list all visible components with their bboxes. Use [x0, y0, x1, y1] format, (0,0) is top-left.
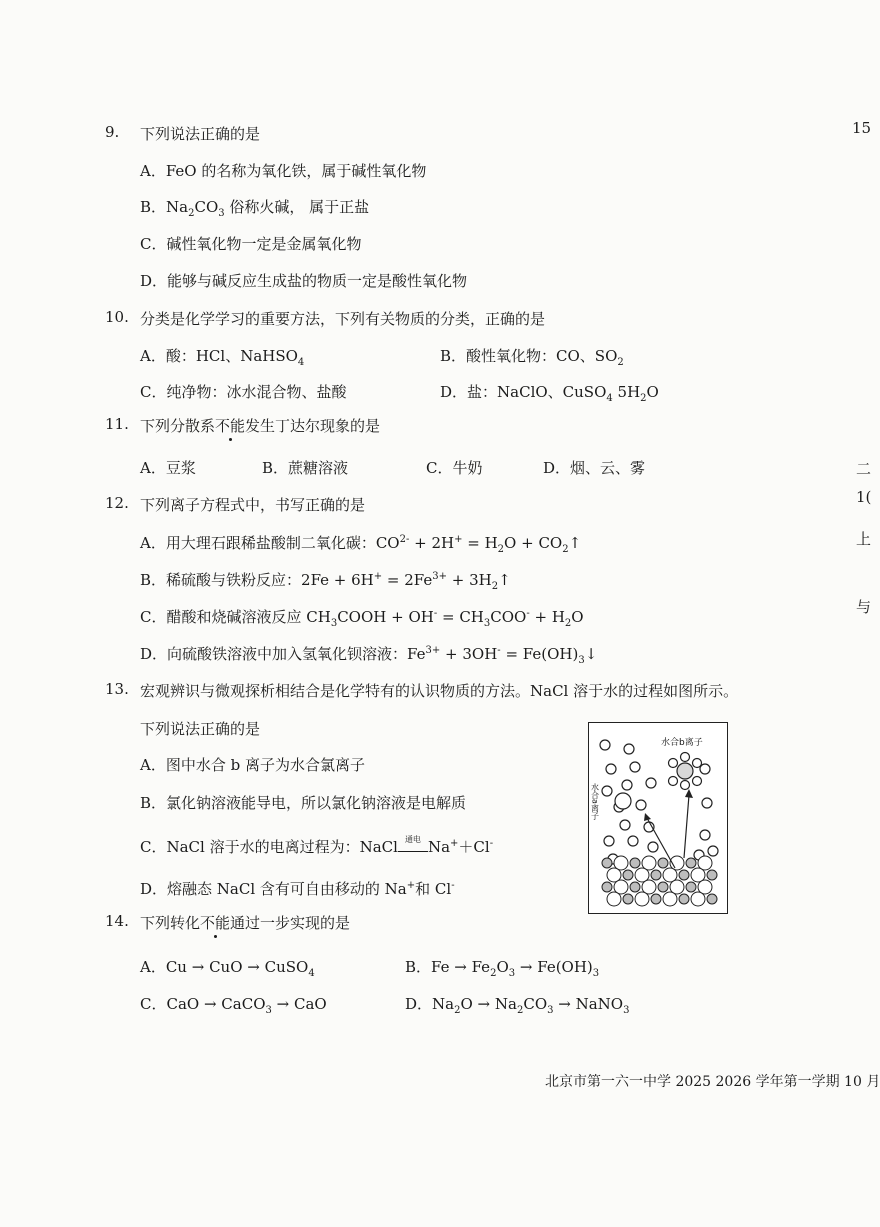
crystal-ion — [707, 894, 717, 904]
crystal-ion — [630, 882, 640, 892]
option-a: A．图中水合 b 离子为水合氯离子 — [140, 756, 365, 774]
question-stem: 宏观辨识与微观探析相结合是化学特有的认识物质的方法。NaCl 溶于水的过程如图所示。 — [140, 682, 739, 700]
water-molecule — [624, 744, 634, 754]
crystal-ion — [602, 858, 612, 868]
crystal-ion — [635, 892, 649, 906]
water-molecule — [646, 778, 656, 788]
water-molecule — [700, 764, 710, 774]
question-stem-2: 下列说法正确的是 — [140, 720, 261, 738]
question-stem: 下列说法正确的是 — [140, 125, 261, 143]
crystal-ion — [686, 858, 696, 868]
option-a: A．FeO 的名称为氧化铁，属于碱性氧化物 — [140, 162, 427, 180]
water-molecule — [600, 740, 610, 750]
option-c: C．醋酸和烧碱溶液反应 $CH_3COOH + OH^- = CH_3COO^- + H_2O$ — [140, 608, 584, 629]
option-d: D．$Na_2O \to Na_2CO_3$ → NaNO$_3$ — [405, 995, 630, 1016]
margin-fragment-3: 上 — [856, 530, 872, 548]
water-molecule — [681, 753, 690, 762]
crystal-ion — [602, 882, 612, 892]
label-hydrated-b: 水合b离子 — [661, 738, 703, 748]
water-molecule — [648, 842, 658, 852]
nacl-dissolution-diagram — [589, 723, 727, 913]
question-stem: 分类是化学学习的重要方法，下列有关物质的分类，正确的是 — [140, 310, 546, 328]
water-molecule — [681, 781, 690, 790]
option-a: A．豆浆 — [140, 459, 196, 477]
option-c: C．碱性氧化物一定是金属氧化物 — [140, 235, 362, 253]
nacl-dissolution-figure — [588, 722, 728, 914]
option-a: A．用大理石跟稀盐酸制二氧化碳：$CO^{2-} + 2H^+ = H_2O$ + $CO_2↑$ — [140, 534, 582, 555]
hydrated-ion-b — [677, 763, 693, 779]
crystal-ion — [658, 858, 668, 868]
option-c: C．NaCl 溶于水的电离过程为：NaCl 通电 Na+＋Cl- — [140, 835, 494, 856]
water-molecule — [700, 830, 710, 840]
question-stem: 下列分散系不能发生丁达尔现象的是 — [140, 417, 381, 435]
water-molecule — [630, 762, 640, 772]
crystal-ion — [679, 870, 689, 880]
question-number: 14. — [105, 912, 129, 930]
water-molecule — [636, 800, 646, 810]
water-molecule — [622, 780, 632, 790]
option-b: B．蔗糖溶液 — [262, 459, 349, 477]
option-d: D．向硫酸铁溶液中加入氢氧化钡溶液：$Fe^{3+} + 3OH^-$ = $Fe(OH)_3↓$ — [140, 645, 598, 666]
option-a: A．酸：HCl、NaHSO$_4$ — [140, 347, 305, 368]
water-molecule — [628, 836, 638, 846]
option-c: C．纯净物：冰水混合物、盐酸 — [140, 383, 347, 401]
water-molecule — [669, 759, 678, 768]
option-b: B．氯化钠溶液能导电，所以氯化钠溶液是电解质 — [140, 794, 467, 812]
water-molecule — [606, 764, 616, 774]
margin-fragment-2: 1( — [856, 488, 872, 506]
crystal-ion — [651, 870, 661, 880]
crystal-ion — [623, 894, 633, 904]
option-d: D．能够与碱反应生成盐的物质一定是酸性氧化物 — [140, 272, 468, 290]
crystal-ion — [658, 882, 668, 892]
margin-page-number: 15 — [852, 119, 872, 137]
option-b: B．稀硫酸与铁粉反应：$2Fe + 6H^+ = 2Fe^{3+}$ + $3H_2↑$ — [140, 571, 511, 592]
crystal-ion — [630, 858, 640, 868]
option-b: B．$Na_2CO_3$ 俗称火碱， 属于正盐 — [140, 198, 370, 219]
crystal-ion — [679, 894, 689, 904]
crystal-ion — [686, 882, 696, 892]
water-molecule — [693, 777, 702, 786]
crystal-ion — [663, 892, 677, 906]
water-molecule — [693, 759, 702, 768]
question-number: 10. — [105, 308, 129, 326]
arrow-head-b — [685, 789, 693, 798]
option-b: B．酸性氧化物：CO、$SO_2$ — [440, 347, 624, 368]
water-molecule — [702, 798, 712, 808]
arrow-line-b — [684, 795, 689, 858]
water-molecule — [708, 846, 718, 856]
question-number: 11. — [105, 415, 129, 433]
crystal-ion — [623, 870, 633, 880]
option-d: D．熔融态 NaCl 含有可自由移动的 Na+和 Cl- — [140, 880, 455, 898]
option-c: C．牛奶 — [426, 459, 483, 477]
question-number: 12. — [105, 494, 129, 512]
label-hydrated-a: 水合a离子 — [590, 783, 600, 820]
page-footer: 北京市第一六一中学 2025 2026 学年第一学期 10 月 — [545, 1074, 880, 1090]
water-molecule — [669, 777, 678, 786]
option-d: D．烟、云、雾 — [543, 459, 646, 477]
water-molecule — [602, 786, 612, 796]
option-c: C．CaO → CaCO$_3$ → CaO — [140, 995, 327, 1016]
option-b: B．$Fe \to Fe_2O_3 \to Fe(OH)_3$ — [405, 958, 600, 979]
question-number: 9. — [105, 123, 120, 141]
question-stem: 下列转化不能通过一步实现的是 — [140, 914, 351, 932]
question-number: 13. — [105, 680, 129, 698]
crystal-ion — [691, 892, 705, 906]
option-a: A．Cu → CuO → CuSO$_4$ — [140, 958, 315, 979]
hydrated-ion-a — [615, 793, 631, 809]
water-molecule — [604, 836, 614, 846]
crystal-ion — [607, 892, 621, 906]
option-d: D．盐：NaClO、CuSO$_4$ $5H_2O$ — [440, 383, 659, 404]
arrow-head-a — [644, 813, 651, 821]
margin-fragment-4: 与 — [856, 598, 872, 616]
margin-fragment-1: 二 — [856, 460, 872, 478]
water-molecule — [620, 820, 630, 830]
crystal-ion — [651, 894, 661, 904]
crystal-ion — [707, 870, 717, 880]
question-stem: 下列离子方程式中，书写正确的是 — [140, 496, 366, 514]
